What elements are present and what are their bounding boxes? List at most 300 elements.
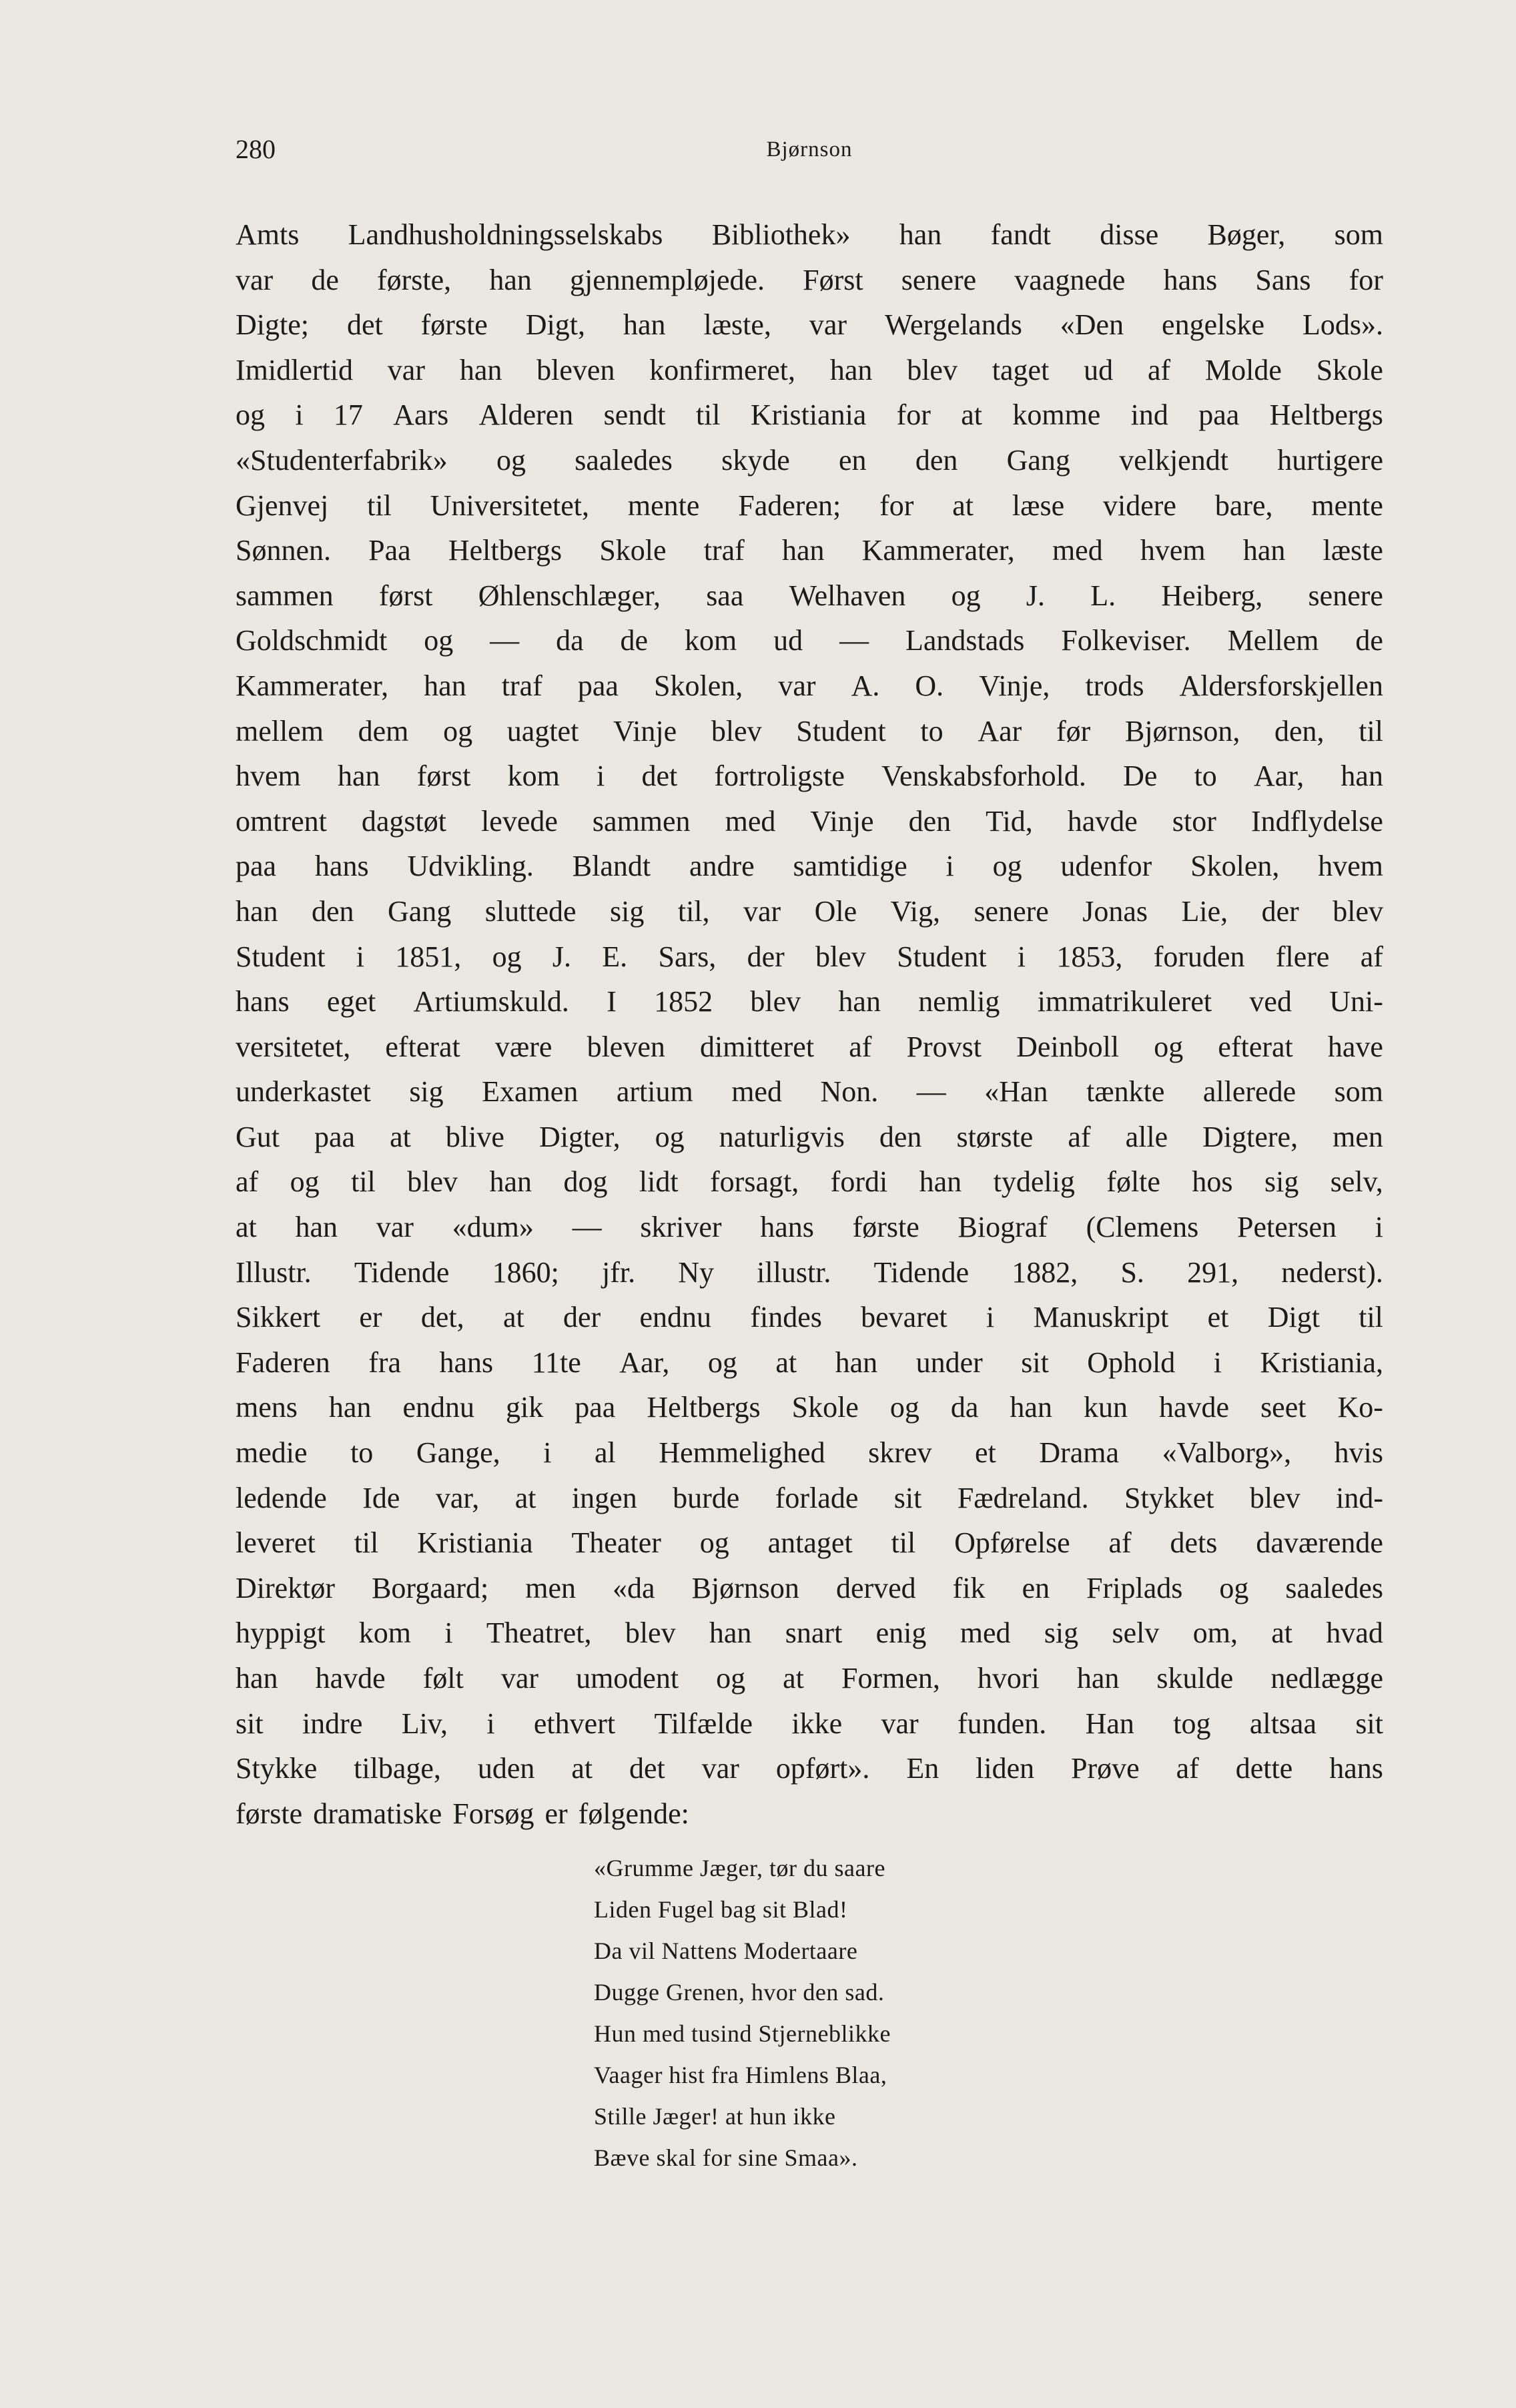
text-line	[236, 1430, 1383, 1476]
word: fra	[368, 1345, 402, 1379]
word: Vinje,	[979, 669, 1050, 702]
word: 291,	[1187, 1255, 1239, 1289]
text-line	[236, 258, 1383, 303]
word: Kristiania	[417, 1526, 533, 1560]
word: dog	[563, 1165, 608, 1199]
poem-line: Liden Fugel bag sit Blad!	[594, 1896, 848, 1923]
word: al	[595, 1436, 616, 1470]
word: sammen	[236, 579, 334, 612]
word: Tidende	[354, 1255, 450, 1289]
word: er	[359, 1301, 382, 1334]
word: ud	[1084, 353, 1114, 386]
poem-line: Stille Jæger! at hun ikke	[594, 2103, 836, 2130]
text-line	[236, 1159, 1383, 1205]
word: altsaa	[1249, 1707, 1316, 1740]
word: være	[494, 1030, 552, 1063]
word: selv	[1112, 1616, 1160, 1650]
word: indre	[302, 1707, 363, 1740]
word: taget	[992, 353, 1050, 386]
text-line	[236, 438, 1383, 483]
word: til	[891, 1526, 916, 1560]
word: Provst	[906, 1030, 982, 1063]
word: Først	[803, 263, 863, 296]
text-line	[236, 1069, 1383, 1115]
word: vaagnede	[1014, 263, 1126, 296]
poem-line: Bæve skal for sine Smaa».	[594, 2144, 858, 2171]
word: Tilfælde	[654, 1707, 753, 1740]
text-line	[236, 1610, 1383, 1656]
word: sig	[610, 894, 645, 928]
word: under	[915, 1345, 983, 1379]
word: sig	[1044, 1616, 1079, 1650]
word: Digt,	[525, 308, 586, 342]
word: «dum»	[452, 1211, 534, 1244]
word: mens	[236, 1391, 298, 1424]
word: S.	[1120, 1255, 1144, 1289]
word: Examen	[482, 1075, 579, 1109]
word: var	[376, 1211, 414, 1244]
word: Heltbergs	[448, 534, 562, 567]
word: første	[420, 308, 488, 342]
word: men	[525, 1571, 576, 1604]
word: første,	[377, 263, 452, 296]
page-number: 280	[236, 134, 276, 164]
text-line	[236, 1701, 1383, 1747]
word: Skole	[599, 534, 667, 567]
word: Skolen,	[1190, 850, 1280, 883]
word: Sans	[1255, 263, 1311, 296]
word: blev	[711, 714, 762, 747]
word: blev	[907, 353, 958, 386]
word: selv,	[1330, 1165, 1383, 1199]
word: blev	[1333, 894, 1383, 928]
word: kom	[358, 1616, 412, 1650]
text-line	[236, 1024, 1383, 1070]
word: blev	[407, 1165, 458, 1199]
word: at	[1271, 1616, 1293, 1650]
word: Alderen	[478, 398, 574, 432]
word: fik	[952, 1571, 986, 1604]
word: —	[839, 624, 869, 657]
text-line	[236, 1385, 1383, 1430]
word: og	[889, 1391, 919, 1424]
word: Biograf	[958, 1211, 1048, 1244]
word: han	[838, 985, 881, 1018]
text-line	[236, 573, 1383, 619]
word: af	[236, 1165, 259, 1199]
word: første	[236, 1797, 303, 1830]
word: (Clemens	[1086, 1211, 1199, 1244]
word: J.	[552, 940, 571, 973]
word: saa	[706, 579, 744, 612]
word: Ole	[814, 894, 857, 928]
word: Sikkert	[236, 1301, 321, 1334]
word: sit	[1021, 1345, 1049, 1379]
word: hyppigt	[236, 1616, 326, 1650]
word: O.	[915, 669, 944, 702]
word: Lie,	[1181, 894, 1228, 928]
word: af	[1068, 1120, 1091, 1153]
word: funden.	[958, 1707, 1047, 1740]
word: bleven	[536, 353, 615, 386]
word: Vinje	[810, 804, 874, 838]
word: hvem	[1318, 850, 1383, 883]
text-line	[236, 1340, 1383, 1386]
word: og	[443, 714, 473, 747]
word: versitetet,	[236, 1030, 351, 1063]
word: han	[919, 1165, 962, 1199]
poem-line: Da vil Nattens Modertaare	[594, 1937, 858, 1964]
word: ind-	[1336, 1481, 1383, 1514]
word: opført».	[775, 1752, 870, 1785]
text-line	[236, 754, 1383, 799]
word: I	[607, 985, 617, 1018]
word: dets	[1170, 1526, 1218, 1560]
text-line	[236, 799, 1383, 844]
word: havde	[1158, 1391, 1230, 1424]
word: levede	[481, 804, 558, 838]
word: han	[709, 1616, 752, 1650]
word: findes	[750, 1301, 822, 1334]
word: først	[416, 760, 471, 793]
word: Bjørnson	[691, 1571, 799, 1604]
word: da	[950, 1391, 979, 1424]
word: endnu	[402, 1391, 474, 1424]
word: A.	[851, 669, 880, 702]
word: blev	[750, 985, 801, 1018]
word: Heltbergs	[647, 1391, 761, 1424]
poem-line: Hun med tusind Stjerneblikke	[594, 2020, 891, 2047]
word: Formen,	[841, 1662, 940, 1695]
word: snart	[785, 1616, 843, 1650]
word: det	[629, 1752, 665, 1785]
word: mellem	[236, 714, 324, 747]
word: at	[961, 398, 983, 432]
word: Ny	[678, 1255, 714, 1289]
word: skriver	[640, 1211, 722, 1244]
text-line	[236, 1791, 1383, 1837]
word: Goldschmidt	[236, 624, 388, 657]
word: i	[1213, 1345, 1222, 1379]
word: at	[502, 1301, 524, 1334]
word: den	[915, 443, 958, 477]
word: Mellem	[1227, 624, 1319, 657]
word: Han	[1085, 1707, 1134, 1740]
word: alle	[1125, 1120, 1168, 1153]
word: et	[1207, 1301, 1229, 1334]
word: der	[1261, 894, 1299, 928]
word: hvem	[236, 760, 301, 793]
word: gjennempløjede.	[570, 263, 765, 296]
word: og	[290, 1165, 320, 1199]
word: han	[337, 760, 380, 793]
word: et	[975, 1436, 996, 1470]
word: sit	[1355, 1707, 1383, 1740]
word: Heltbergs	[1269, 398, 1383, 432]
word: Lods».	[1302, 308, 1383, 342]
word: og	[1219, 1571, 1249, 1604]
word: at	[571, 1752, 593, 1785]
word: til	[695, 398, 721, 432]
word: hvis	[1334, 1436, 1383, 1470]
word: «da	[613, 1571, 655, 1604]
word: Gang	[387, 894, 452, 928]
word: blev	[1249, 1481, 1300, 1514]
word: Gjenvej	[236, 489, 329, 522]
word: han	[295, 1211, 338, 1244]
word: sendt	[603, 398, 666, 432]
word: er	[544, 1797, 568, 1830]
word: hans	[1163, 263, 1218, 296]
word: han	[1242, 534, 1286, 567]
word: Landhusholdningsselskabs	[348, 218, 663, 251]
text-line	[236, 663, 1383, 709]
word: i	[295, 398, 304, 432]
word: ikke	[791, 1707, 843, 1740]
word: Student	[897, 940, 987, 973]
text-line	[236, 302, 1383, 348]
word: saaledes	[1285, 1571, 1383, 1604]
word: tydelig	[993, 1165, 1075, 1199]
word: dagstøt	[361, 804, 447, 838]
word: tog	[1173, 1707, 1211, 1740]
word: sit	[893, 1481, 922, 1514]
word: til	[351, 1165, 376, 1199]
text-line	[236, 483, 1383, 529]
word: immatrikuleret	[1037, 985, 1212, 1018]
word: Imidlertid	[236, 353, 353, 386]
word: den,	[1274, 714, 1324, 747]
word: Petersen	[1236, 1211, 1337, 1244]
word: fordi	[830, 1165, 888, 1199]
word: af	[1360, 940, 1383, 973]
poem-line: «Grumme Jæger, tør du saare	[594, 1855, 885, 1881]
word: han	[424, 669, 466, 702]
word: Jonas	[1082, 894, 1148, 928]
word: sig	[1264, 1165, 1299, 1199]
word: han	[236, 894, 278, 928]
word: L.	[1090, 579, 1116, 612]
word: det	[641, 760, 678, 793]
word: Øhlenschlæger,	[478, 579, 661, 612]
text-line	[236, 979, 1383, 1024]
word: saaledes	[575, 443, 673, 477]
word: bare,	[1214, 489, 1273, 522]
text-line	[236, 212, 1383, 258]
word: i	[597, 760, 605, 793]
word: paa	[314, 1120, 356, 1153]
word: Aar,	[1254, 760, 1304, 793]
word: Digter,	[538, 1120, 621, 1153]
word: for	[1349, 263, 1383, 296]
word: af	[1147, 353, 1171, 386]
word: paa	[575, 1391, 616, 1424]
word: Theater	[571, 1526, 661, 1560]
word: sig	[409, 1075, 444, 1109]
word: andre	[689, 850, 755, 883]
word: 11te	[531, 1345, 581, 1379]
word: Skolen,	[654, 669, 743, 702]
word: i	[1017, 940, 1026, 973]
word: Bøger,	[1207, 218, 1286, 251]
word: umodent	[576, 1662, 679, 1695]
word: Bibliothek»	[711, 218, 851, 251]
word: var	[500, 1662, 539, 1695]
word: med	[1052, 534, 1103, 567]
word: Skole	[791, 1391, 859, 1424]
word: ledende	[236, 1481, 327, 1514]
word: største	[956, 1120, 1034, 1153]
word: Non.	[820, 1075, 879, 1109]
poem-line: Vaager hist fra Himlens Blaa,	[594, 2062, 887, 2088]
word: med	[960, 1616, 1011, 1650]
text-line	[236, 844, 1383, 889]
word: senere	[974, 894, 1049, 928]
word: foruden	[1153, 940, 1245, 973]
word: og	[424, 624, 454, 657]
word: var	[778, 669, 816, 702]
word: Direktør	[236, 1571, 336, 1604]
word: Ko-	[1337, 1391, 1383, 1424]
word: han	[328, 1391, 372, 1424]
text-line	[236, 889, 1383, 934]
word: følgende:	[578, 1797, 689, 1830]
word: Paa	[368, 534, 411, 567]
word: havde	[315, 1662, 386, 1695]
word: blev	[815, 940, 866, 973]
word: som	[1334, 1075, 1383, 1109]
word: konfirmeret,	[649, 353, 795, 386]
word: ud	[773, 624, 803, 657]
word: var	[881, 1707, 919, 1740]
word: Gut	[236, 1120, 280, 1153]
word: i	[486, 1707, 495, 1740]
word: han	[489, 263, 532, 296]
word: han	[1076, 1662, 1120, 1695]
word: 1852	[654, 985, 713, 1018]
word: De	[1123, 760, 1158, 793]
word: til	[1359, 714, 1383, 747]
word: ved	[1249, 985, 1292, 1018]
word: i	[945, 850, 954, 883]
word: Kammerater,	[236, 669, 389, 702]
word: var	[743, 894, 781, 928]
word: —	[572, 1211, 602, 1244]
word: leveret	[236, 1526, 316, 1560]
word: skyde	[721, 443, 790, 477]
word: de	[311, 263, 339, 296]
word: Ophold	[1087, 1345, 1176, 1379]
word: burde	[673, 1481, 740, 1514]
word: hos	[1192, 1165, 1233, 1199]
word: videre	[1103, 489, 1176, 522]
word: han	[459, 353, 502, 386]
word: «Den	[1060, 308, 1124, 342]
word: seet	[1260, 1391, 1306, 1424]
word: og	[992, 850, 1022, 883]
word: Gang	[1006, 443, 1070, 477]
word: antaget	[767, 1526, 853, 1560]
word: til	[1359, 1301, 1383, 1334]
word: 1853,	[1056, 940, 1123, 973]
word: Aar	[978, 714, 1022, 747]
word: senere	[901, 263, 977, 296]
word: naturligvis	[719, 1120, 845, 1153]
word: Universitetet,	[430, 489, 589, 522]
word: hans	[236, 985, 290, 1018]
page-header	[236, 133, 1383, 174]
word: omtrent	[236, 804, 327, 838]
word: som	[1334, 218, 1383, 251]
word: kom	[507, 760, 560, 793]
word: han	[1341, 760, 1383, 793]
word: ind	[1130, 398, 1168, 432]
word: bleven	[587, 1030, 665, 1063]
word: de	[1355, 624, 1383, 657]
word: 1882,	[1012, 1255, 1078, 1289]
word: Kammerater,	[861, 534, 1015, 567]
word: efterat	[385, 1030, 460, 1063]
word: Digte;	[236, 308, 309, 342]
word: skulde	[1156, 1662, 1234, 1695]
text-line	[236, 618, 1383, 663]
word: Deinboll	[1016, 1030, 1120, 1063]
word: han	[829, 353, 873, 386]
word: var	[809, 308, 847, 342]
word: hans	[760, 1211, 814, 1244]
word: Ide	[362, 1481, 400, 1514]
word: for	[896, 398, 931, 432]
word: —	[916, 1075, 946, 1109]
word: der	[563, 1301, 601, 1334]
word: Tid,	[986, 804, 1033, 838]
word: Prøve	[1071, 1752, 1140, 1785]
word: Udvikling.	[407, 850, 534, 883]
word: var	[701, 1752, 739, 1785]
word: for	[879, 489, 914, 522]
word: og	[236, 398, 265, 432]
word: at	[390, 1120, 411, 1153]
word: læste	[1322, 534, 1383, 567]
word: fandt	[990, 218, 1051, 251]
word: Vig,	[890, 894, 940, 928]
word: i	[986, 1301, 995, 1334]
word: var	[387, 353, 425, 386]
word: en	[1022, 1571, 1050, 1604]
word: han	[489, 1165, 532, 1199]
word: derved	[835, 1571, 916, 1604]
text-line	[236, 934, 1383, 980]
word: hvori	[977, 1662, 1040, 1695]
word: bevaret	[861, 1301, 948, 1334]
word: Uni-	[1329, 985, 1383, 1018]
word: Artiumskuld.	[413, 985, 569, 1018]
word: liden	[976, 1752, 1035, 1785]
word: samtidige	[793, 850, 907, 883]
word: Hemmelighed	[659, 1436, 825, 1470]
word: til	[367, 489, 392, 522]
word: ingen	[571, 1481, 637, 1514]
word: Faderen;	[738, 489, 841, 522]
word: have	[1327, 1030, 1383, 1063]
word: Kristiania,	[1260, 1345, 1383, 1379]
word: var,	[435, 1481, 480, 1514]
word: kom	[685, 624, 737, 657]
word: uden	[477, 1752, 535, 1785]
text-line	[236, 528, 1383, 573]
word: nemlig	[918, 985, 1000, 1018]
word: Sars,	[658, 940, 717, 973]
